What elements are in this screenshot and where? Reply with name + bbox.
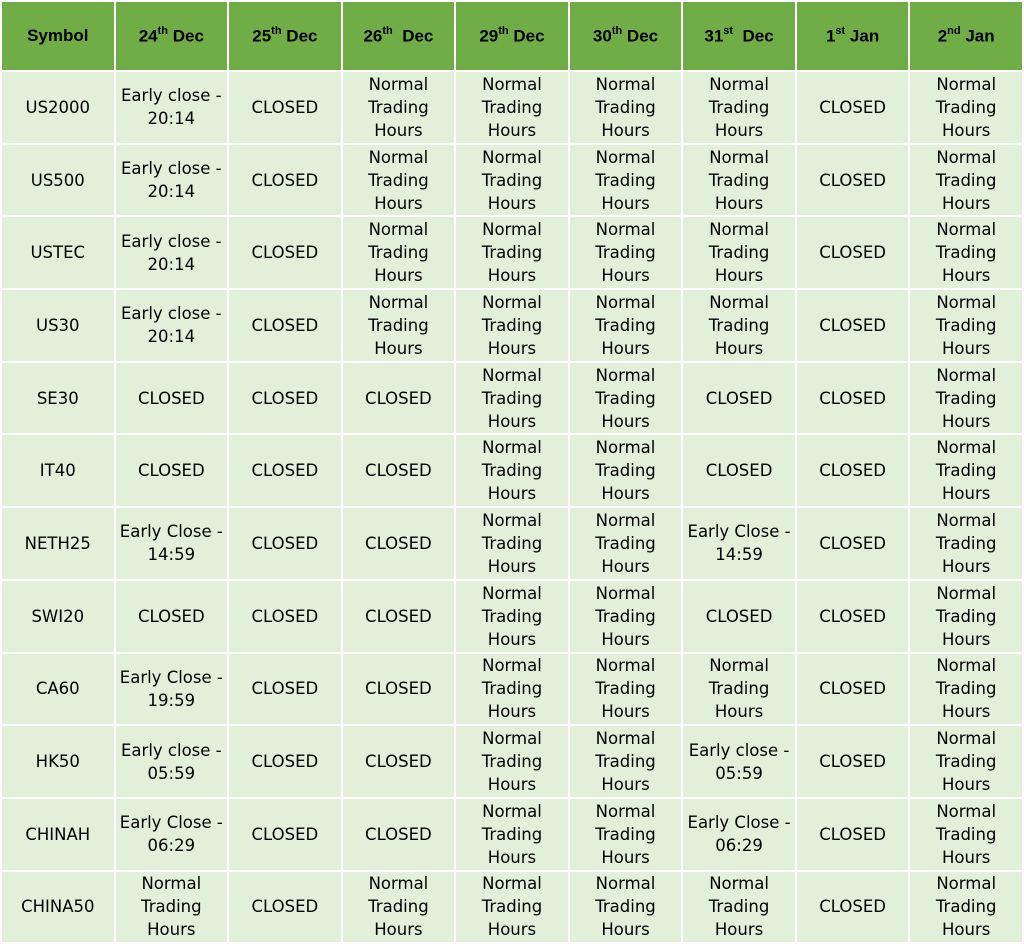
symbol-cell bbox=[2, 145, 114, 216]
status-cell bbox=[229, 799, 341, 870]
status-cell bbox=[456, 435, 568, 506]
header-ordinal-suffix: th bbox=[382, 24, 393, 37]
header-main-text: 2 bbox=[937, 26, 948, 46]
status-cell bbox=[343, 290, 455, 361]
status-cell bbox=[910, 217, 1022, 288]
status-text: Normal Trading Hours bbox=[368, 874, 429, 940]
status-cell bbox=[570, 290, 682, 361]
status-cell bbox=[910, 654, 1022, 725]
symbol-text: CA60 bbox=[35, 679, 80, 699]
symbol-text: IT40 bbox=[39, 461, 76, 481]
status-cell bbox=[456, 508, 568, 579]
status-text: Normal Trading Hours bbox=[595, 656, 656, 722]
status-text: CLOSED bbox=[251, 461, 319, 481]
status-text: Normal Trading Hours bbox=[595, 438, 656, 504]
status-text: Normal Trading Hours bbox=[368, 292, 429, 358]
status-cell bbox=[456, 581, 568, 652]
header-main-text: 24 bbox=[138, 26, 158, 46]
status-cell bbox=[570, 217, 682, 288]
table-row bbox=[2, 290, 1022, 361]
symbol-cell bbox=[2, 72, 114, 143]
status-cell bbox=[116, 799, 228, 870]
status-cell bbox=[683, 435, 795, 506]
header-ordinal-suffix: th bbox=[271, 24, 282, 37]
status-cell bbox=[116, 290, 228, 361]
status-text: Early Close - 19:59 bbox=[119, 667, 223, 710]
status-text: Normal Trading Hours bbox=[708, 292, 770, 358]
status-cell bbox=[570, 508, 682, 579]
status-cell bbox=[797, 726, 909, 797]
status-text: CLOSED bbox=[365, 752, 432, 772]
status-text: CLOSED bbox=[251, 170, 319, 190]
header-month-text: Dec bbox=[733, 26, 774, 46]
status-cell bbox=[570, 872, 682, 943]
status-text: Normal Trading Hours bbox=[481, 656, 543, 722]
status-text: Normal Trading Hours bbox=[481, 510, 543, 576]
header-date bbox=[456, 2, 568, 70]
status-cell bbox=[456, 145, 568, 216]
status-cell bbox=[343, 581, 455, 652]
status-text: Early close - 20:14 bbox=[121, 86, 222, 129]
status-cell bbox=[229, 145, 341, 216]
status-cell bbox=[797, 799, 909, 870]
header-date bbox=[343, 2, 455, 70]
status-text: Normal Trading Hours bbox=[481, 583, 543, 649]
status-cell bbox=[797, 508, 909, 579]
header-main-text: 29 bbox=[479, 26, 499, 46]
status-cell bbox=[797, 290, 909, 361]
status-cell bbox=[910, 435, 1022, 506]
status-cell bbox=[570, 435, 682, 506]
status-text: Normal Trading Hours bbox=[595, 729, 656, 795]
status-text: Normal Trading Hours bbox=[708, 147, 770, 213]
header-month-text: Jan bbox=[960, 26, 995, 46]
status-cell bbox=[910, 145, 1022, 216]
status-text: CLOSED bbox=[251, 388, 319, 408]
header-main-text: 1 bbox=[825, 26, 836, 46]
status-text: CLOSED bbox=[251, 752, 319, 772]
status-text: CLOSED bbox=[819, 243, 886, 263]
header-month-text: Dec bbox=[508, 26, 545, 46]
status-cell bbox=[229, 435, 341, 506]
status-cell bbox=[229, 872, 341, 943]
status-cell bbox=[229, 654, 341, 725]
status-cell bbox=[343, 508, 455, 579]
status-cell bbox=[910, 726, 1022, 797]
status-cell bbox=[797, 72, 909, 143]
status-cell bbox=[229, 581, 341, 652]
symbol-text: CHINAH bbox=[25, 824, 91, 844]
status-cell bbox=[343, 435, 455, 506]
header-month-text: Dec bbox=[281, 26, 318, 46]
status-text: CLOSED bbox=[365, 679, 432, 699]
status-text: CLOSED bbox=[705, 388, 773, 408]
status-cell bbox=[343, 363, 455, 434]
status-text: Early close - 05:59 bbox=[121, 740, 222, 783]
status-text: Early close - 20:14 bbox=[121, 159, 222, 202]
status-text: CLOSED bbox=[365, 824, 432, 844]
status-text: Normal Trading Hours bbox=[595, 220, 656, 286]
header-ordinal-suffix: th bbox=[157, 24, 169, 37]
status-text: Normal Trading Hours bbox=[481, 438, 543, 504]
status-cell bbox=[343, 72, 455, 143]
status-text: Normal Trading Hours bbox=[481, 147, 543, 213]
status-cell bbox=[683, 508, 795, 579]
symbol-text: HK50 bbox=[35, 752, 80, 772]
status-text: CLOSED bbox=[251, 679, 319, 699]
status-cell bbox=[229, 363, 341, 434]
table-row bbox=[2, 581, 1022, 652]
status-cell bbox=[570, 654, 682, 725]
status-text: Early Close - 06:29 bbox=[687, 813, 791, 856]
status-text: Normal Trading Hours bbox=[595, 74, 656, 140]
status-cell bbox=[570, 72, 682, 143]
status-cell bbox=[797, 363, 909, 434]
header-ordinal-suffix: nd bbox=[947, 24, 961, 37]
status-text: CLOSED bbox=[137, 461, 205, 481]
header-month-text: Dec bbox=[168, 26, 204, 46]
symbol-text: US2000 bbox=[25, 97, 91, 117]
status-text: Normal Trading Hours bbox=[368, 74, 429, 140]
status-text: Early close - 05:59 bbox=[688, 740, 790, 783]
status-text: CLOSED bbox=[819, 170, 886, 190]
status-text: CLOSED bbox=[819, 679, 886, 699]
symbol-cell bbox=[2, 654, 114, 725]
status-cell bbox=[343, 872, 455, 943]
status-cell bbox=[343, 217, 455, 288]
status-text: Early close - 20:14 bbox=[121, 231, 222, 274]
status-cell bbox=[229, 508, 341, 579]
status-text: CLOSED bbox=[251, 315, 319, 335]
header-date bbox=[797, 2, 909, 70]
header-month-text: Jan bbox=[845, 26, 880, 46]
header-date bbox=[116, 2, 228, 70]
status-text: Normal Trading Hours bbox=[935, 292, 997, 358]
status-text: CLOSED bbox=[819, 897, 886, 917]
status-text: Normal Trading Hours bbox=[935, 365, 997, 431]
status-text: Early close - 20:14 bbox=[121, 304, 222, 347]
status-text: Normal Trading Hours bbox=[935, 147, 997, 213]
header-date bbox=[910, 2, 1022, 70]
status-text: CLOSED bbox=[705, 461, 773, 481]
status-text: Normal Trading Hours bbox=[935, 438, 997, 504]
symbol-cell bbox=[2, 799, 114, 870]
status-text: Normal Trading Hours bbox=[935, 583, 997, 649]
status-text: Normal Trading Hours bbox=[935, 874, 997, 940]
header-ordinal-suffix: st bbox=[723, 24, 734, 37]
status-cell bbox=[343, 654, 455, 725]
status-cell bbox=[116, 72, 228, 143]
status-text: Early Close - 14:59 bbox=[119, 522, 223, 565]
status-cell bbox=[910, 508, 1022, 579]
status-text: Normal Trading Hours bbox=[368, 220, 429, 286]
status-cell bbox=[456, 217, 568, 288]
status-text: Normal Trading Hours bbox=[595, 874, 656, 940]
status-text: CLOSED bbox=[819, 752, 886, 772]
status-text: Normal Trading Hours bbox=[595, 292, 656, 358]
status-text: CLOSED bbox=[365, 461, 432, 481]
status-cell bbox=[456, 799, 568, 870]
status-cell bbox=[683, 72, 795, 143]
status-cell bbox=[683, 726, 795, 797]
table-row bbox=[2, 72, 1022, 143]
status-cell bbox=[456, 726, 568, 797]
table-row bbox=[2, 435, 1022, 506]
status-cell bbox=[683, 363, 795, 434]
symbol-cell bbox=[2, 217, 114, 288]
status-cell bbox=[456, 872, 568, 943]
header-ordinal-suffix: th bbox=[611, 24, 623, 37]
header-main-text: 31 bbox=[704, 26, 724, 46]
status-text: Early Close - 14:59 bbox=[687, 522, 791, 565]
table-row bbox=[2, 145, 1022, 216]
status-text: Normal Trading Hours bbox=[595, 583, 656, 649]
table-body bbox=[2, 72, 1022, 942]
symbol-text: US30 bbox=[36, 315, 80, 335]
status-cell bbox=[343, 799, 455, 870]
status-cell bbox=[116, 581, 228, 652]
status-text: CLOSED bbox=[819, 461, 886, 481]
status-cell bbox=[229, 217, 341, 288]
status-cell bbox=[570, 581, 682, 652]
symbol-cell bbox=[2, 872, 114, 943]
status-text: Normal Trading Hours bbox=[935, 729, 997, 795]
status-text: CLOSED bbox=[137, 388, 205, 408]
table-row bbox=[2, 872, 1022, 943]
status-cell bbox=[570, 363, 682, 434]
status-cell bbox=[910, 581, 1022, 652]
header-row bbox=[2, 2, 1022, 70]
status-cell bbox=[797, 217, 909, 288]
status-text: Normal Trading Hours bbox=[708, 656, 770, 722]
symbol-cell bbox=[2, 726, 114, 797]
table-row bbox=[2, 508, 1022, 579]
status-text: Early Close - 06:29 bbox=[119, 813, 223, 856]
status-cell bbox=[116, 145, 228, 216]
symbol-text: NETH25 bbox=[24, 533, 91, 553]
table-row bbox=[2, 726, 1022, 797]
header-main-text: 30 bbox=[592, 26, 612, 46]
symbol-cell bbox=[2, 363, 114, 434]
symbol-cell bbox=[2, 290, 114, 361]
status-text: CLOSED bbox=[251, 243, 319, 263]
status-cell bbox=[570, 145, 682, 216]
status-text: CLOSED bbox=[819, 388, 886, 408]
symbol-cell bbox=[2, 581, 114, 652]
table-row bbox=[2, 363, 1022, 434]
table-row bbox=[2, 654, 1022, 725]
status-cell bbox=[570, 799, 682, 870]
header-main-text: 25 bbox=[252, 26, 272, 46]
symbol-cell bbox=[2, 508, 114, 579]
status-text: CLOSED bbox=[819, 606, 886, 626]
status-cell bbox=[683, 872, 795, 943]
status-text: CLOSED bbox=[819, 315, 886, 335]
symbol-text: USTEC bbox=[30, 243, 86, 263]
status-text: CLOSED bbox=[365, 388, 432, 408]
status-text: CLOSED bbox=[819, 97, 886, 117]
status-text: Normal Trading Hours bbox=[481, 729, 543, 795]
status-cell bbox=[116, 726, 228, 797]
status-cell bbox=[456, 654, 568, 725]
status-cell bbox=[116, 654, 228, 725]
status-text: Normal Trading Hours bbox=[595, 801, 656, 867]
status-text: CLOSED bbox=[251, 533, 319, 553]
status-cell bbox=[456, 363, 568, 434]
status-text: Normal Trading Hours bbox=[481, 801, 543, 867]
status-text: Normal Trading Hours bbox=[935, 801, 997, 867]
status-cell bbox=[797, 581, 909, 652]
status-text: CLOSED bbox=[251, 97, 319, 117]
status-text: Normal Trading Hours bbox=[368, 147, 429, 213]
header-date bbox=[683, 2, 795, 70]
status-cell bbox=[797, 872, 909, 943]
header-ordinal-suffix: st bbox=[835, 24, 846, 37]
status-cell bbox=[116, 872, 228, 943]
status-text: Normal Trading Hours bbox=[481, 74, 543, 140]
status-cell bbox=[116, 508, 228, 579]
status-cell bbox=[343, 145, 455, 216]
status-text: Normal Trading Hours bbox=[141, 874, 202, 940]
status-text: Normal Trading Hours bbox=[481, 292, 543, 358]
status-text: Normal Trading Hours bbox=[481, 365, 543, 431]
status-cell bbox=[456, 72, 568, 143]
status-text: Normal Trading Hours bbox=[595, 365, 656, 431]
header-symbol bbox=[2, 2, 114, 70]
header-month-text: Dec bbox=[622, 26, 659, 46]
status-cell bbox=[910, 363, 1022, 434]
symbol-text: SE30 bbox=[36, 388, 79, 408]
status-cell bbox=[797, 435, 909, 506]
header-date bbox=[570, 2, 682, 70]
status-text: Normal Trading Hours bbox=[935, 220, 997, 286]
header-main-text: 26 bbox=[363, 26, 383, 46]
symbol-cell bbox=[2, 435, 114, 506]
table-row bbox=[2, 799, 1022, 870]
status-cell bbox=[229, 726, 341, 797]
status-cell bbox=[683, 290, 795, 361]
header-main-text: Symbol bbox=[27, 26, 89, 45]
status-text: Normal Trading Hours bbox=[595, 147, 656, 213]
header-ordinal-suffix: th bbox=[498, 24, 509, 37]
status-text: Normal Trading Hours bbox=[481, 220, 543, 286]
status-text: Normal Trading Hours bbox=[935, 74, 997, 140]
status-cell bbox=[116, 363, 228, 434]
status-text: CLOSED bbox=[251, 606, 319, 626]
header-date bbox=[229, 2, 341, 70]
status-cell bbox=[683, 217, 795, 288]
status-cell bbox=[570, 726, 682, 797]
status-text: CLOSED bbox=[137, 606, 205, 626]
status-cell bbox=[683, 581, 795, 652]
status-text: Normal Trading Hours bbox=[595, 510, 656, 576]
table-row bbox=[2, 217, 1022, 288]
status-text: CLOSED bbox=[819, 824, 886, 844]
status-text: CLOSED bbox=[251, 824, 319, 844]
status-cell bbox=[683, 654, 795, 725]
header-month-text: Dec bbox=[392, 26, 434, 46]
status-text: CLOSED bbox=[251, 897, 319, 917]
symbol-text: US500 bbox=[30, 170, 85, 190]
status-cell bbox=[229, 290, 341, 361]
symbol-text: SWI20 bbox=[31, 606, 85, 626]
status-cell bbox=[229, 72, 341, 143]
status-cell bbox=[683, 799, 795, 870]
status-cell bbox=[797, 145, 909, 216]
status-text: CLOSED bbox=[819, 533, 886, 553]
status-cell bbox=[456, 290, 568, 361]
status-cell bbox=[910, 872, 1022, 943]
symbol-text: CHINA50 bbox=[21, 897, 95, 917]
status-cell bbox=[797, 654, 909, 725]
status-text: Normal Trading Hours bbox=[708, 220, 770, 286]
status-text: Normal Trading Hours bbox=[935, 510, 997, 576]
status-cell bbox=[116, 217, 228, 288]
status-text: Normal Trading Hours bbox=[708, 874, 770, 940]
status-cell bbox=[683, 145, 795, 216]
status-text: Normal Trading Hours bbox=[708, 74, 770, 140]
status-text: CLOSED bbox=[365, 533, 432, 553]
status-cell bbox=[910, 72, 1022, 143]
status-cell bbox=[910, 290, 1022, 361]
table-header bbox=[2, 2, 1022, 70]
status-text: CLOSED bbox=[705, 606, 773, 626]
status-cell bbox=[116, 435, 228, 506]
status-text: Normal Trading Hours bbox=[935, 656, 997, 722]
status-text: Normal Trading Hours bbox=[481, 874, 543, 940]
status-cell bbox=[910, 799, 1022, 870]
status-text: CLOSED bbox=[365, 606, 432, 626]
status-cell bbox=[343, 726, 455, 797]
